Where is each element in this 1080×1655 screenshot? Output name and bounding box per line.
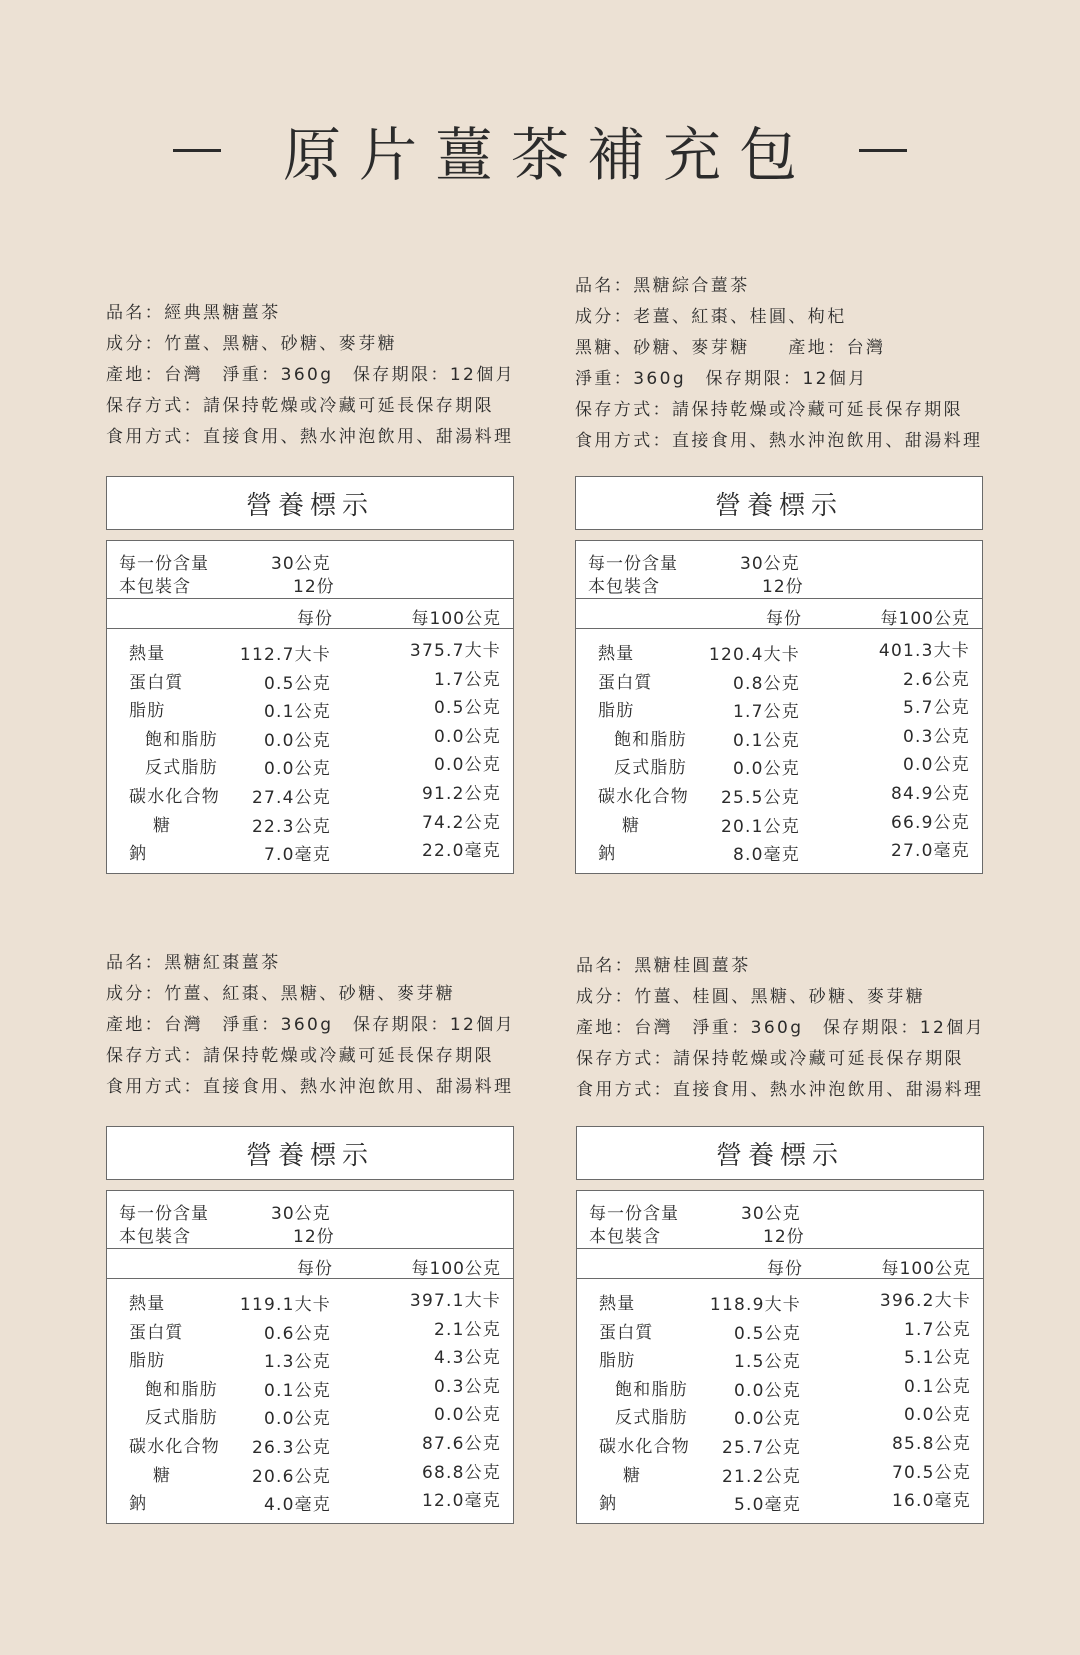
per-100g-value: 0.0公克 [433,1405,501,1426]
nutrient-name: 飽和脂肪 [615,1379,688,1400]
table-row [577,1485,983,1514]
per-serving-value: 0.0公克 [733,1409,801,1430]
nutrient-name: 蛋白質 [129,672,184,693]
table-row [107,1399,513,1428]
nutrient-name: 鈉 [129,1494,148,1515]
table-row [577,1399,983,1428]
nutrient-name: 蛋白質 [129,1322,184,1343]
nutrient-rows [107,629,513,864]
per-serving-value: 0.0公克 [263,730,331,751]
per-serving-value: 5.0毫克 [733,1495,801,1516]
nutrient-name: 反式脂肪 [145,1408,218,1429]
serving-size-value: 30公克 [740,554,800,574]
per-100g-header: 每100公克 [411,1259,501,1279]
nutrient-name: 熱量 [129,644,166,664]
servings-value: 12份 [762,577,804,597]
per-serving-value: 119.1大卡 [239,1295,331,1315]
product-storage: 保存方式：請保持乾燥或冷藏可延長保存期限 [106,1046,494,1066]
per-serving-value: 25.7公克 [721,1437,801,1458]
product-ingredients: 成分：竹薑、桂圓、黑糖、砂糖、麥芽糖 [576,987,926,1007]
product-info [106,298,546,453]
table-row [107,1428,513,1457]
nutrition-table [576,1190,984,1524]
per-100g-value: 5.1公克 [903,1348,971,1369]
servings-label: 本包裝含 [589,1227,661,1247]
nutrient-name: 糖 [623,1465,642,1486]
table-row [107,1314,513,1343]
product-card [576,951,1016,1516]
serving-size-label: 每一份含量 [119,1204,209,1224]
product-usage: 食用方式：直接食用、熱水沖泡飲用、甜湯料理 [576,1080,984,1100]
nutrient-name: 鈉 [129,844,148,865]
table-row [576,721,982,750]
table-row [107,835,513,864]
per-100g-value: 66.9公克 [890,812,970,833]
per-100g-value: 0.1公克 [903,1376,971,1397]
per-serving-value: 120.4大卡 [708,645,800,665]
per-serving-value: 26.3公克 [251,1437,331,1458]
nutrient-name: 脂肪 [599,1351,636,1372]
per-serving-value: 0.1公克 [263,1380,331,1401]
per-serving-value: 8.0毫克 [732,845,800,866]
nutrient-name: 糖 [153,815,172,836]
per-100g-value: 0.3公克 [433,1376,501,1397]
per-100g-value: 85.8公克 [891,1433,971,1454]
product-usage: 食用方式：直接食用、熱水沖泡飲用、甜湯料理 [106,1077,514,1097]
product-storage: 保存方式：請保持乾燥或冷藏可延長保存期限 [576,1049,964,1069]
per-serving-value: 27.4公克 [251,787,331,808]
per-serving-value: 112.7大卡 [239,645,331,665]
per-100g-value: 12.0毫克 [421,1491,501,1512]
table-row [577,1285,983,1314]
product-ingredients: 成分：竹薑、紅棗、黑糖、砂糖、麥芽糖 [106,984,456,1004]
table-row [107,749,513,778]
per-100g-header: 每100公克 [411,609,501,629]
nutrition-heading: 營養標示 [106,1126,514,1180]
table-row [576,807,982,836]
per-100g-value: 5.7公克 [902,698,970,719]
table-row [107,1342,513,1371]
per-serving-value: 118.9大卡 [709,1295,801,1315]
nutrient-name: 脂肪 [598,701,635,722]
per-serving-value: 0.0公克 [263,759,331,780]
table-row [107,1285,513,1314]
nutrient-name: 蛋白質 [598,672,653,693]
nutrient-name: 碳水化合物 [129,1436,220,1457]
per-serving-header: 每份 [766,609,802,629]
per-100g-value: 0.3公克 [902,726,970,747]
per-serving-value: 0.0公克 [733,1380,801,1401]
nutrient-rows [107,1279,513,1514]
nutrition-heading: 營養標示 [575,476,983,530]
page-header [0,110,1080,190]
per-100g-value: 27.0毫克 [890,841,970,862]
serving-size-label: 每一份含量 [119,554,209,574]
per-100g-value: 0.0公克 [433,726,501,747]
per-serving-value: 1.7公克 [732,702,800,723]
per-serving-header: 每份 [297,609,333,629]
nutrient-name: 碳水化合物 [598,786,689,807]
nutrient-rows [576,629,982,864]
table-row [107,1485,513,1514]
serving-info [107,1191,513,1249]
table-row [577,1314,983,1343]
page-title: 原片薑茶補充包 [282,121,815,189]
product-info [576,951,1016,1106]
servings-value: 12份 [763,1227,805,1247]
product-ingredients: 成分：竹薑、黑糖、砂糖、麥芽糖 [106,334,397,354]
nutrient-name: 飽和脂肪 [145,729,218,750]
product-usage: 食用方式：直接食用、熱水沖泡飲用、甜湯料理 [106,427,514,447]
per-100g-value: 0.0公克 [902,755,970,776]
nutrition-table [106,540,514,874]
per-serving-value: 0.5公克 [263,673,331,694]
per-serving-value: 0.5公克 [733,1323,801,1344]
nutrient-rows [577,1279,983,1514]
product-storage: 保存方式：請保持乾燥或冷藏可延長保存期限 [106,396,494,416]
product-card [106,298,546,866]
per-100g-value: 16.0毫克 [891,1491,971,1512]
product-name: 品名：黑糖紅棗薑茶 [106,953,281,973]
table-row [107,1457,513,1486]
nutrient-name: 鈉 [598,844,617,865]
table-row [576,635,982,664]
per-100g-value: 22.0毫克 [421,841,501,862]
per-serving-value: 25.5公克 [720,787,800,808]
nutrient-name: 反式脂肪 [145,758,218,779]
nutrition-heading: 營養標示 [106,476,514,530]
nutrient-name: 熱量 [129,1294,166,1314]
per-serving-header: 每份 [767,1259,803,1279]
table-row [576,778,982,807]
per-serving-value: 0.1公克 [263,702,331,723]
per-100g-header: 每100公克 [880,609,970,629]
per-serving-value: 0.1公克 [732,730,800,751]
per-serving-value: 20.6公克 [251,1466,331,1487]
table-row [107,807,513,836]
nutrient-name: 糖 [622,815,641,836]
table-row [107,635,513,664]
product-origin-weight: 產地：台灣 淨重：360g 保存期限：12個月 [576,1018,986,1038]
per-serving-value: 0.8公克 [732,673,800,694]
per-100g-value: 397.1大卡 [409,1291,501,1311]
per-100g-value: 74.2公克 [421,812,501,833]
table-row [577,1428,983,1457]
product-name: 品名：經典黑糖薑茶 [106,303,281,323]
serving-size-value: 30公克 [741,1204,801,1224]
per-100g-value: 4.3公克 [433,1348,501,1369]
table-row [107,664,513,693]
column-header [576,599,982,629]
table-row [577,1371,983,1400]
per-100g-header: 每100公克 [881,1259,971,1279]
per-serving-value: 4.0毫克 [263,1495,331,1516]
nutrition-table [575,540,983,874]
column-header [107,1249,513,1279]
nutrient-name: 碳水化合物 [599,1436,690,1457]
product-origin-weight: 產地：台灣 淨重：360g 保存期限：12個月 [106,365,516,385]
product-card [106,948,546,1516]
table-row [107,778,513,807]
per-100g-value: 0.0公克 [903,1405,971,1426]
per-100g-value: 401.3大卡 [878,641,970,661]
serving-size-value: 30公克 [271,1204,331,1224]
per-serving-value: 20.1公克 [720,816,800,837]
per-serving-value: 22.3公克 [251,816,331,837]
per-100g-value: 68.8公克 [421,1462,501,1483]
per-serving-value: 0.0公克 [263,1409,331,1430]
product-origin-weight: 產地：台灣 淨重：360g 保存期限：12個月 [106,1015,516,1035]
table-row [577,1342,983,1371]
product-name: 品名：黑糖綜合薑茶 [575,276,750,296]
product-ingredients: 成分：老薑、紅棗、桂圓、枸杞 [575,307,847,327]
title-dash-right [859,149,907,152]
nutrient-name: 反式脂肪 [615,1408,688,1429]
nutrient-name: 熱量 [598,644,635,664]
per-serving-value: 21.2公克 [721,1466,801,1487]
per-serving-value: 0.0公克 [732,759,800,780]
product-info [575,271,1015,457]
nutrient-name: 鈉 [599,1494,618,1515]
per-100g-value: 2.1公克 [433,1319,501,1340]
table-row [576,835,982,864]
per-100g-value: 0.0公克 [433,755,501,776]
product-info [106,948,546,1103]
product-ingredients-origin: 黑糖、砂糖、麥芽糖 產地：台灣 [575,338,886,358]
column-header [107,599,513,629]
nutrition-heading: 營養標示 [576,1126,984,1180]
serving-info [576,541,982,599]
per-100g-value: 0.5公克 [433,698,501,719]
servings-label: 本包裝含 [588,577,660,597]
nutrient-name: 飽和脂肪 [614,729,687,750]
nutrient-name: 糖 [153,1465,172,1486]
product-weight: 淨重：360g 保存期限：12個月 [575,369,868,389]
nutrient-name: 熱量 [599,1294,636,1314]
nutrient-name: 蛋白質 [599,1322,654,1343]
product-card [575,271,1015,866]
per-100g-value: 91.2公克 [421,783,501,804]
serving-size-label: 每一份含量 [588,554,678,574]
per-serving-value: 7.0毫克 [263,845,331,866]
nutrient-name: 反式脂肪 [614,758,687,779]
per-serving-value: 1.3公克 [263,1352,331,1373]
table-row [107,692,513,721]
servings-value: 12份 [293,577,335,597]
per-serving-value: 1.5公克 [733,1352,801,1373]
servings-label: 本包裝含 [119,1227,191,1247]
nutrient-name: 碳水化合物 [129,786,220,807]
nutrition-table [106,1190,514,1524]
serving-size-value: 30公克 [271,554,331,574]
column-header [577,1249,983,1279]
table-row [576,692,982,721]
per-100g-value: 2.6公克 [902,669,970,690]
table-row [577,1457,983,1486]
nutrient-name: 脂肪 [129,701,166,722]
per-100g-value: 396.2大卡 [879,1291,971,1311]
per-serving-value: 0.6公克 [263,1323,331,1344]
per-100g-value: 70.5公克 [891,1462,971,1483]
product-storage: 保存方式：請保持乾燥或冷藏可延長保存期限 [575,400,963,420]
serving-size-label: 每一份含量 [589,1204,679,1224]
per-100g-value: 375.7大卡 [409,641,501,661]
servings-value: 12份 [293,1227,335,1247]
per-100g-value: 87.6公克 [421,1433,501,1454]
nutrient-name: 脂肪 [129,1351,166,1372]
table-row [107,721,513,750]
serving-info [107,541,513,599]
per-serving-header: 每份 [297,1259,333,1279]
per-100g-value: 1.7公克 [903,1319,971,1340]
table-row [576,664,982,693]
product-name: 品名：黑糖桂圓薑茶 [576,956,751,976]
nutrient-name: 飽和脂肪 [145,1379,218,1400]
table-row [576,749,982,778]
servings-label: 本包裝含 [119,577,191,597]
table-row [107,1371,513,1400]
title-dash-left [173,149,221,152]
product-usage: 食用方式：直接食用、熱水沖泡飲用、甜湯料理 [575,431,983,451]
serving-info [577,1191,983,1249]
per-100g-value: 84.9公克 [890,783,970,804]
per-100g-value: 1.7公克 [433,669,501,690]
